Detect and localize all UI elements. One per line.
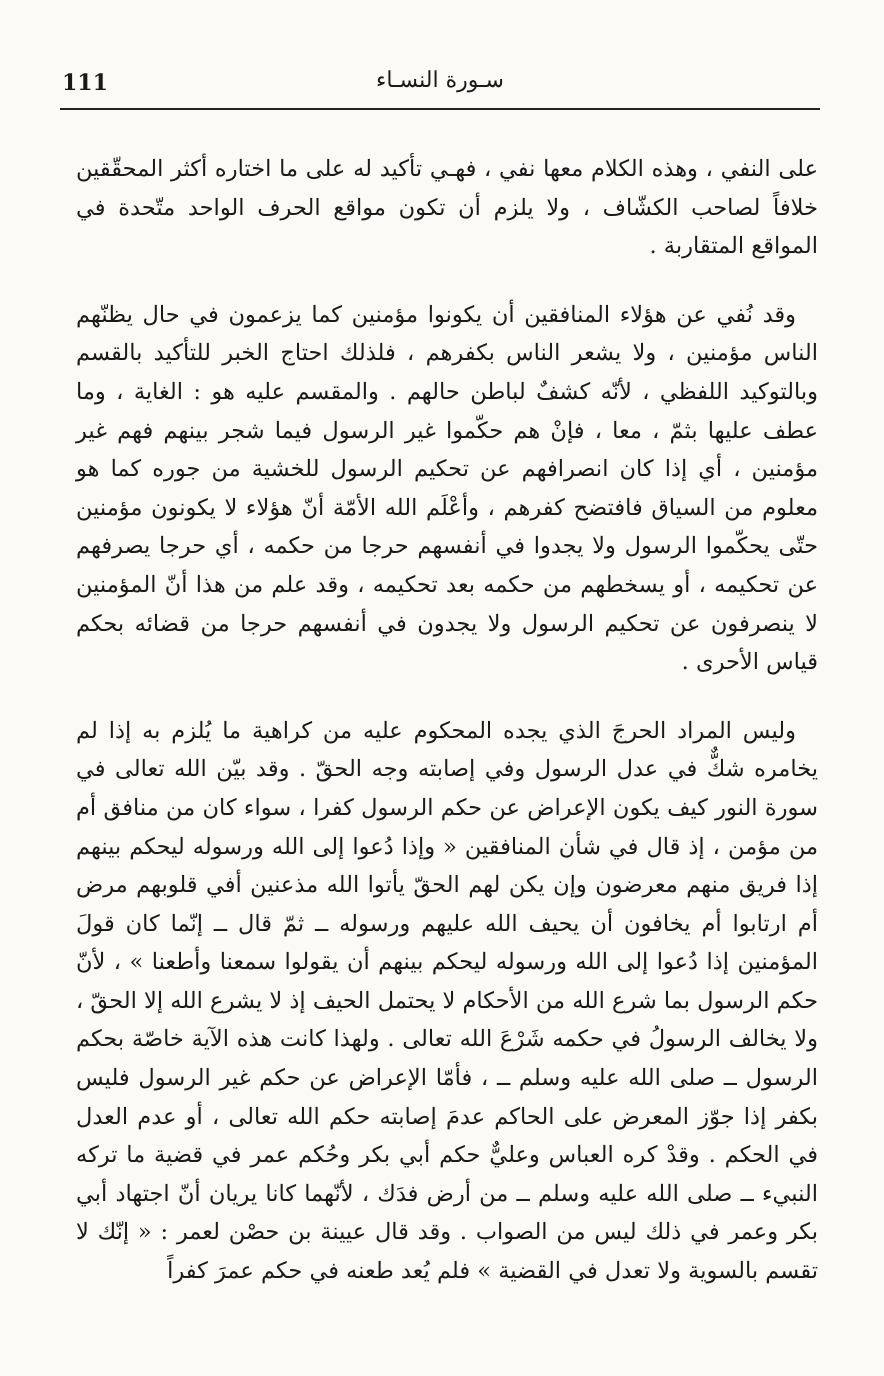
paragraph-1: على النفي ، وهذه الكلام معها نفي ، فهـي تأكيد له على ما اختاره أكثر المحقّقين خلافاً لصاحب الكشّاف ، ولا يلزم أن تكون مواقع الحرف الواحد متّحدة في المواقع المتقاربة . [76,156,818,260]
page-header [60,62,820,106]
paragraph-2: وقد نُفي عن هؤلاء المنافقين أن يكونوا مؤمنين كما يزعمون في حال يظنّهم الناس مؤمنين ، ولا يشعر الناس بكفرهم ، فلذلك احتاج الخبر للتأكيد بالقسم وبالتوكيد اللفظي ، لأنّه كشفٌ لباطن حالهم . والمقسم عليه هو : الغاية ، وما عطف عليها بثمّ ، معا ، فإنْ هم حكّموا غير الرسول فيما شجر بينهم فهم غير مؤمنين ، أي إذا كان انصرافهم عن تحكيم الرسول للخشية من جوره كما هو معلوم من السياق فافتضح كفرهم ، وأعْلَم الله الأمّة أنّ هؤلاء لا يكونون مؤمنين حتّى يحكّموا الرسول ولا يجدوا في أنفسهم حرجا من حكمه ، أي حرجا يصرفهم عن تحكيمه ، أو يسخطهم من حكمه بعد تحكيمه ، وقد علم من هذا أنّ المؤمنين لا ينصرفون عن تحكيم الرسول ولا يجدون في أنفسهم حرجا من قضائه بحكم قياس الأحرى . [76,301,818,676]
running-title: سـورة النسـاء [376,68,504,93]
page-body [76,150,818,1291]
page-number: 111 [62,70,108,96]
header-divider [60,108,820,110]
paragraph-3: وليس المراد الحرجَ الذي يجده المحكوم عليه من كراهية ما يُلزم به إذا لم يخامره شكٌّ في عدل الرسول وفي إصابته وجه الحقّ . وقد بيّن الله تعالى في سورة النور كيف يكون الإعراض عن حكم الرسول كفرا ، سواء كان من منافق أم من مؤمن ، إذ قال في شأن المنافقين « وإذا دُعوا إلى الله ورسوله ليحكم بينهم إذا فريق منهم معرضون وإن يكن لهم الحقّ يأتوا الله مذعنين أفي قلوبهم مرض أم ارتابوا أم يخافون أن يحيف الله عليهم ورسوله ــ ثمّ قال ــ إنّما كان قولَ المؤمنين إذا دُعوا إلى الله ورسوله ليحكم بينهم أن يقولوا سمعنا وأطعنا » ، لأنّ حكم الرسول بما شرع الله من الأحكام لا يحتمل الحيف إذ لا يشرع الله إلا الحقّ ، ولا يخالف الرسولُ في حكمه شَرْعَ الله تعالى . ولهذا كانت هذه الآية خاصّة بحكم الرسول ــ صلى الله عليه وسلم ــ ، فأمّا الإعراض عن حكم غير الرسول فليس بكفر إذا جوّز المعرض على الحاكم عدمَ إصابته حكم الله تعالى ، أو عدم العدل في الحكم . وقدْ كره العباس وعليٌّ حكم أبي بكر وحُكم عمر في قضية ما تركه النبيء ــ صلى الله عليه وسلم ــ من أرض فدَك ، لأنّهما كانا يريان أنّ اجتهاد أبي بكر وعمر في ذلك ليس من الصواب . وقد قال عيينة بن حصْن لعمر : « إنّك لا تقسم بالسوية ولا تعدل في القضية » فلم يُعد طعنه في حكم عمرَ كفراً [76,717,818,1285]
